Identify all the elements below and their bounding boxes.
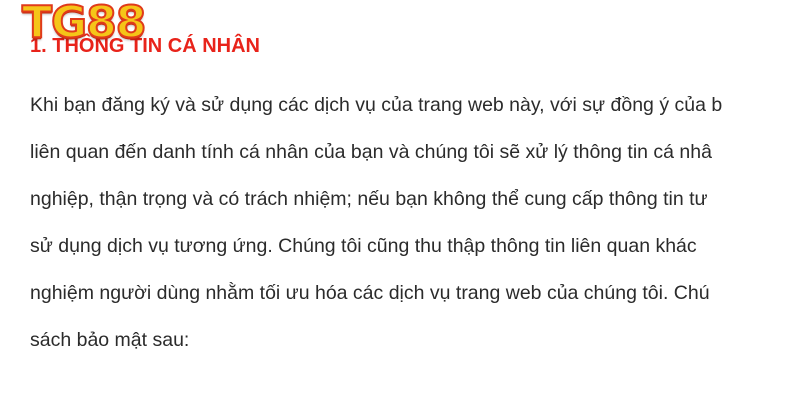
paragraph-line: nghiệm người dùng nhằm tối ưu hóa các dịch vụ trang web của chúng tôi. Chú [30,282,710,304]
paragraph-line: sử dụng dịch vụ tương ứng. Chúng tôi cũng thu thập thông tin liên quan khác [30,235,697,257]
paragraph-line: Khi bạn đăng ký và sử dụng các dịch vụ của trang web này, với sự đồng ý của b [30,94,723,116]
paragraph-line: liên quan đến danh tính cá nhân của bạn và chúng tôi sẽ xử lý thông tin cá nhâ [30,141,712,163]
page-title: 1. THÔNG TIN CÁ NHÂN [30,35,260,57]
paragraph-line: nghiệp, thận trọng và có trách nhiệm; nếu bạn không thể cung cấp thông tin tư [30,188,708,210]
brand-logo: TG88 [22,0,146,48]
privacy-policy-paragraph [30,82,800,364]
paragraph-line: sách bảo mật sau: [30,329,190,351]
